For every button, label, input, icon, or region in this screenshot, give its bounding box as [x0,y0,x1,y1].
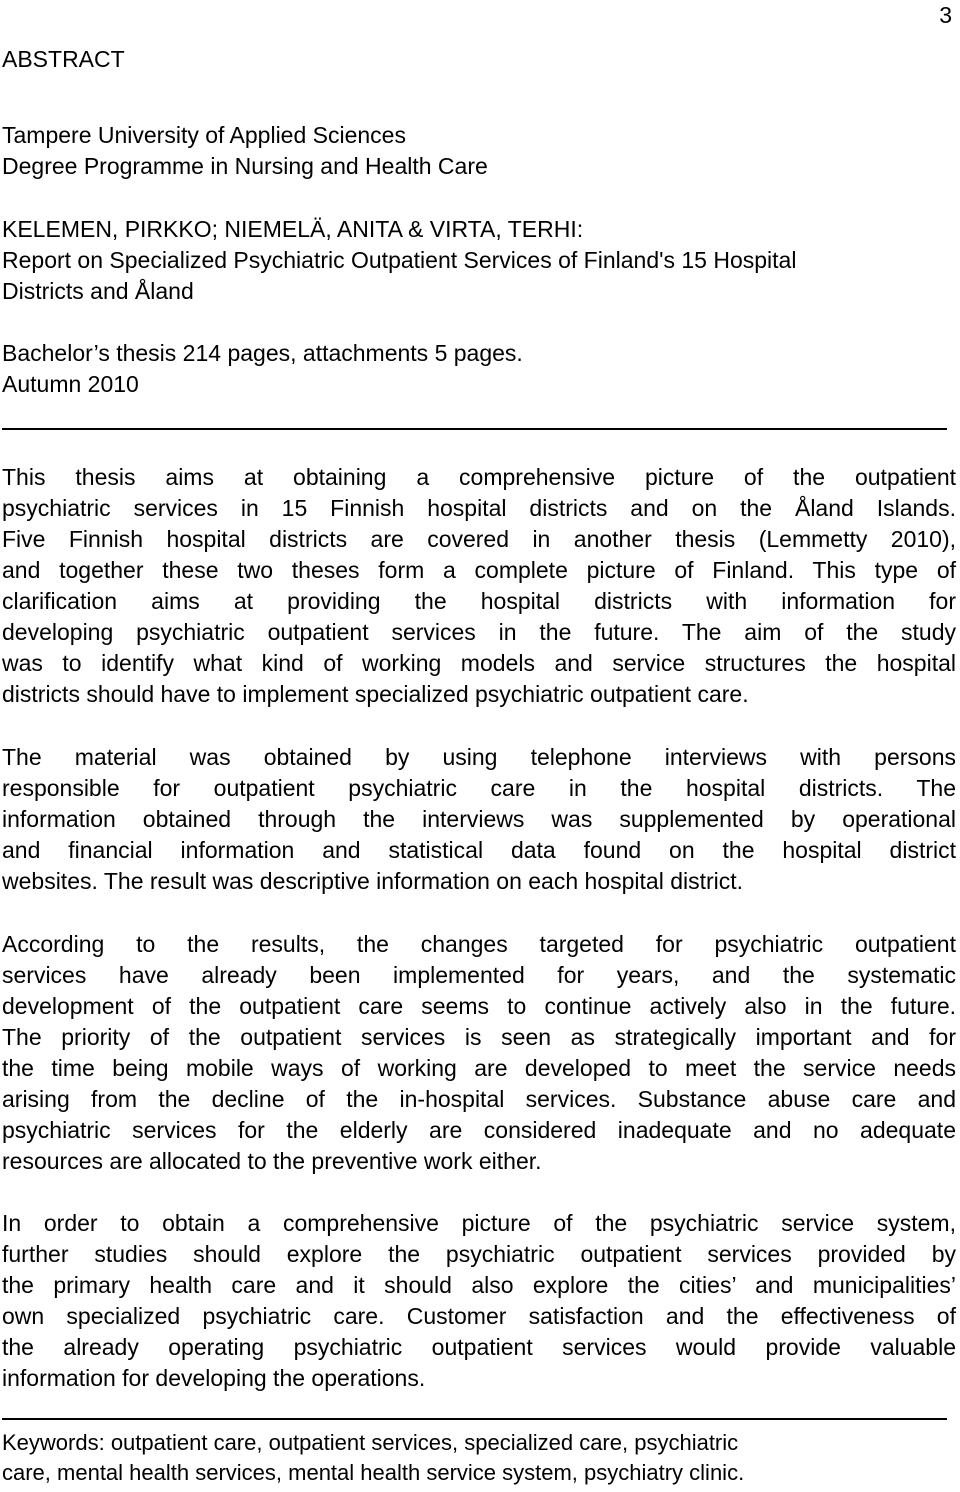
paragraph-line: In order to obtain a comprehensive picture of the psychiatric service system, [2,1210,956,1236]
paragraph-line: Five Finnish hospital districts are covered in another thesis (Lemmetty 2010), [2,526,956,552]
paragraph-line: resources are allocated to the preventive work either. [2,1148,542,1174]
paragraph-line: The priority of the outpatient services is seen as strategically important and for [2,1024,956,1050]
thesis-date: Autumn 2010 [2,371,139,397]
paragraph-line: development of the outpatient care seems to continue actively also in the future. [2,993,956,1019]
paragraph-line: responsible for outpatient psychiatric care in the hospital districts. The [2,775,956,801]
authors: KELEMEN, PIRKKO; NIEMELÄ, ANITA & VIRTA, TERHI: [2,216,584,242]
keywords-line: Keywords: outpatient care, outpatient services, specialized care, psychiatric [2,1430,739,1455]
separator-rule [2,1418,947,1420]
paragraph-line: This thesis aims at obtaining a comprehensive picture of the outpatient [2,464,956,490]
paragraph-line: psychiatric services for the elderly are considered inadequate and no adequate [2,1117,956,1143]
paragraph-line: information for developing the operations. [2,1365,426,1391]
paragraph-line: further studies should explore the psychiatric outpatient services provided by [2,1241,956,1267]
paragraph-line: own specialized psychiatric care. Customer satisfaction and the effectiveness of [2,1303,956,1329]
page-number: 3 [939,2,952,28]
thesis-title-line: Report on Specialized Psychiatric Outpatient Services of Finland's 15 Hospital [2,247,797,273]
abstract-paragraph-3 [2,929,956,1177]
abstract-heading: ABSTRACT [2,46,125,72]
paragraph-line: the already operating psychiatric outpatient services would provide valuable [2,1334,956,1360]
thesis-info: Bachelor’s thesis 214 pages, attachments 5 pages. [2,340,523,366]
paragraph-line: developing psychiatric outpatient services in the future. The aim of the study [2,619,956,645]
paragraph-line: psychiatric services in 15 Finnish hospital districts and on the Åland Islands. [2,495,956,521]
institution-block [2,120,956,182]
paragraph-line: information obtained through the interviews was supplemented by operational [2,806,956,832]
thesis-info-block [2,338,956,400]
abstract-paragraph-1 [2,462,956,710]
thesis-title-line: Districts and Åland [2,278,194,304]
title-block [2,214,956,307]
paragraph-line: websites. The result was descriptive information on each hospital district. [2,868,744,894]
paragraph-line: the primary health care and it should also explore the cities’ and municipalities’ [2,1272,956,1298]
paragraph-line: and financial information and statistical data found on the hospital district [2,837,956,863]
paragraph-line: districts should have to implement specialized psychiatric outpatient care. [2,681,749,707]
abstract-paragraph-4 [2,1208,956,1394]
paragraph-line: The material was obtained by using telephone interviews with persons [2,744,956,770]
paragraph-line: arising from the decline of the in-hospital services. Substance abuse care and [2,1086,956,1112]
keywords-line: care, mental health services, mental health service system, psychiatry clinic. [2,1460,745,1485]
paragraph-line: was to identify what kind of working models and service structures the hospital [2,650,956,676]
paragraph-line: and together these two theses form a complete picture of Finland. This type of [2,557,956,583]
paragraph-line: services have already been implemented for years, and the systematic [2,962,956,988]
separator-rule [2,428,947,430]
university-name: Tampere University of Applied Sciences [2,122,406,148]
paragraph-line: the time being mobile ways of working are developed to meet the service needs [2,1055,956,1081]
keywords-block [2,1428,956,1488]
degree-programme: Degree Programme in Nursing and Health Care [2,153,488,179]
paragraph-line: According to the results, the changes targeted for psychiatric outpatient [2,931,956,957]
abstract-paragraph-2 [2,742,956,897]
paragraph-line: clarification aims at providing the hospital districts with information for [2,588,956,614]
